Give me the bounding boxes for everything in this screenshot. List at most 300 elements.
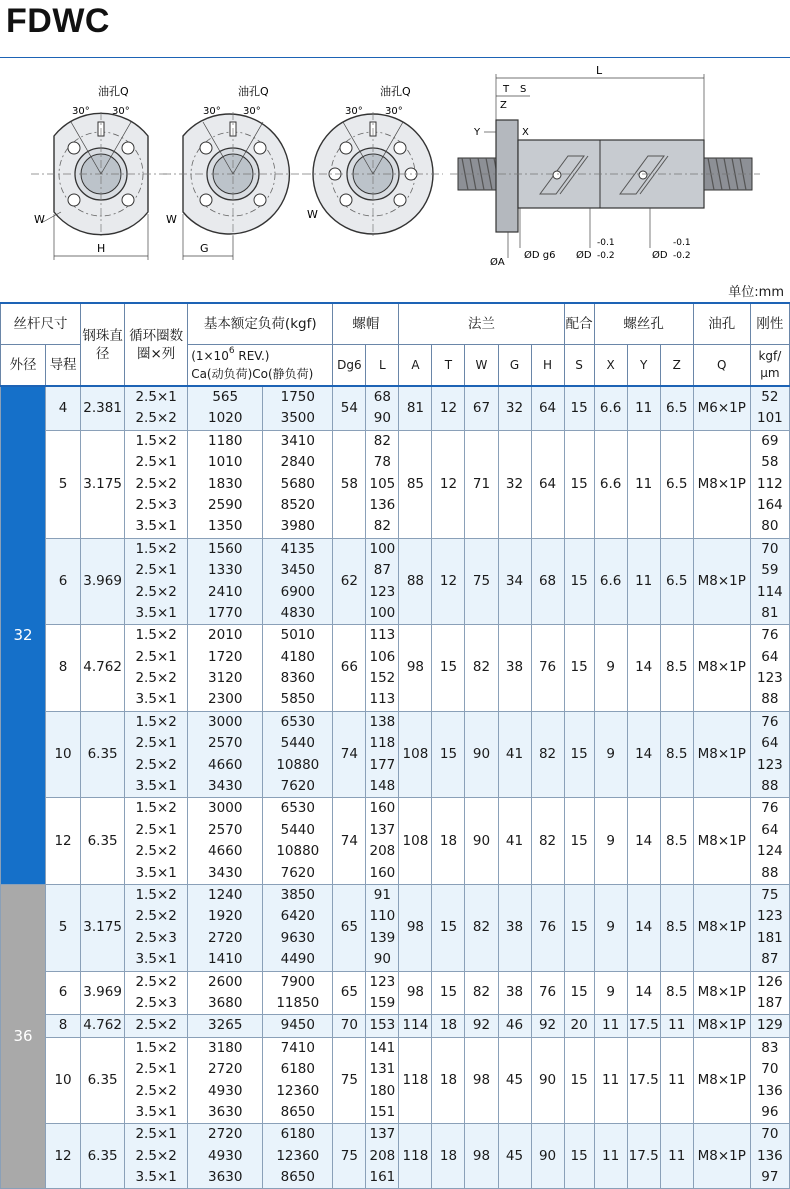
circuits-cell-value: 2.5×2 xyxy=(135,475,177,492)
length-cell xyxy=(366,430,399,538)
g-cell: 46 xyxy=(498,1015,531,1037)
dg6-cell: 74 xyxy=(333,798,366,885)
y-cell: 11 xyxy=(627,430,660,538)
y-cell: 14 xyxy=(627,711,660,798)
x-cell: 9 xyxy=(594,884,627,971)
length-cell xyxy=(366,1015,399,1037)
co-cell-value: 5440 xyxy=(280,735,315,752)
s-cell: 15 xyxy=(564,798,594,885)
length-cell-value: 90 xyxy=(373,410,391,427)
dg6-cell: 66 xyxy=(333,625,366,712)
w-label-2: W xyxy=(166,213,177,226)
stiffness-cell-value: 96 xyxy=(761,1103,779,1120)
stiffness-cell-value: 70 xyxy=(761,1126,779,1143)
co-cell-value: 4135 xyxy=(280,540,315,557)
stiffness-cell-value: 181 xyxy=(757,929,783,946)
ca-cell-value: 4660 xyxy=(208,843,243,860)
g-cell: 45 xyxy=(498,1037,531,1124)
tol-lower-1: -0.2 xyxy=(597,251,615,261)
dia-a-label: ØA xyxy=(490,257,505,268)
a-cell: 118 xyxy=(399,1037,432,1124)
circuits-cell-value: 2.5×1 xyxy=(135,454,177,471)
ca-cell-value: 3000 xyxy=(208,713,243,730)
length-cell-value: 123 xyxy=(369,583,396,600)
ca-cell-value: 2300 xyxy=(208,691,243,708)
q-cell: M6×1P xyxy=(693,386,750,430)
g-cell: 41 xyxy=(498,798,531,885)
length-cell-value: 148 xyxy=(369,778,396,795)
ca-cell-value: 1240 xyxy=(208,886,243,903)
co-cell-value: 3850 xyxy=(280,886,315,903)
length-cell-value: 82 xyxy=(373,518,391,535)
a-cell: 88 xyxy=(399,538,432,625)
circuits-cell xyxy=(125,1124,188,1189)
ca-cell-value: 4930 xyxy=(208,1147,243,1164)
q-cell: M8×1P xyxy=(693,711,750,798)
angle-label-2a: 30° xyxy=(203,106,221,117)
lead-cell: 6 xyxy=(46,971,81,1015)
stiffness-cell-value: 124 xyxy=(757,843,783,860)
x-cell: 6.6 xyxy=(594,538,627,625)
ca-cell-value: 4930 xyxy=(208,1082,243,1099)
g-label: G xyxy=(200,242,209,255)
angle-label-2b: 30° xyxy=(243,106,261,117)
length-cell xyxy=(366,971,399,1015)
stiffness-cell xyxy=(750,1037,789,1124)
g-cell: 38 xyxy=(498,625,531,712)
header-fit: 配合 xyxy=(564,303,594,345)
g-cell: 38 xyxy=(498,884,531,971)
length-cell-value: 161 xyxy=(369,1169,396,1186)
w-cell: 98 xyxy=(465,1037,498,1124)
x-cell: 6.6 xyxy=(594,430,627,538)
length-cell xyxy=(366,798,399,885)
s-cell: 15 xyxy=(564,430,594,538)
z-cell: 6.5 xyxy=(660,386,693,430)
header-H: H xyxy=(531,345,564,387)
stiffness-cell xyxy=(750,798,789,885)
header-nut: 螺帽 xyxy=(333,303,399,345)
stiffness-cell xyxy=(750,386,789,430)
dia-d-label-1: ØD xyxy=(576,250,592,261)
length-cell-value: 160 xyxy=(369,800,396,817)
g-cell: 32 xyxy=(498,430,531,538)
stiffness-cell-value: 123 xyxy=(757,670,783,687)
circuits-cell-value: 1.5×2 xyxy=(135,1039,177,1056)
co-cell xyxy=(263,798,333,885)
stiffness-cell-value: 76 xyxy=(761,627,779,644)
x-cell: 6.6 xyxy=(594,386,627,430)
co-cell xyxy=(263,1037,333,1124)
page-title: FDWC xyxy=(6,2,110,40)
co-cell-value: 12360 xyxy=(276,1147,320,1164)
length-cell-value: 131 xyxy=(369,1061,396,1078)
circuits-cell-value: 2.5×1 xyxy=(135,821,177,838)
x-cell: 11 xyxy=(594,1015,627,1037)
stiffness-cell-value: 136 xyxy=(757,1082,783,1099)
stiffness-cell-value: 76 xyxy=(761,800,779,817)
length-cell-value: 208 xyxy=(369,843,396,860)
length-cell-value: 137 xyxy=(369,821,396,838)
circuits-cell-value: 2.5×1 xyxy=(135,562,177,579)
g-cell: 34 xyxy=(498,538,531,625)
stiffness-cell-value: 164 xyxy=(757,496,783,513)
q-cell: M8×1P xyxy=(693,430,750,538)
circuits-cell-value: 2.5×1 xyxy=(135,389,177,405)
lead-cell: 10 xyxy=(46,711,81,798)
co-cell-value: 7620 xyxy=(280,864,315,881)
ca-cell xyxy=(188,884,263,971)
a-cell: 81 xyxy=(399,386,432,430)
header-T: T xyxy=(432,345,465,387)
co-cell xyxy=(263,538,333,625)
stiffness-cell-value: 75 xyxy=(761,886,779,903)
circuits-cell xyxy=(125,798,188,885)
table-row xyxy=(1,538,790,625)
co-cell-value: 11850 xyxy=(276,994,320,1011)
stiffness-cell-value: 80 xyxy=(761,518,779,535)
circuits-cell-value: 2.5×2 xyxy=(135,973,177,990)
stiffness-cell-value: 59 xyxy=(761,562,779,579)
stiffness-cell-value: 114 xyxy=(757,583,783,600)
header-W: W xyxy=(465,345,498,387)
s-cell: 15 xyxy=(564,625,594,712)
co-cell xyxy=(263,1015,333,1037)
ca-cell xyxy=(188,971,263,1015)
co-cell-value: 3410 xyxy=(280,432,315,449)
dim-t-label: T xyxy=(503,84,510,95)
t-cell: 18 xyxy=(432,1037,465,1124)
g-cell: 45 xyxy=(498,1124,531,1189)
z-cell: 6.5 xyxy=(660,430,693,538)
a-cell: 118 xyxy=(399,1124,432,1189)
length-cell xyxy=(366,711,399,798)
t-cell: 12 xyxy=(432,538,465,625)
t-cell: 15 xyxy=(432,625,465,712)
length-cell-value: 110 xyxy=(369,908,396,925)
ca-cell xyxy=(188,538,263,625)
ca-cell-value: 1180 xyxy=(208,432,243,449)
w-cell: 82 xyxy=(465,625,498,712)
header-Y: Y xyxy=(627,345,660,387)
co-cell-value: 5440 xyxy=(280,821,315,838)
circuits-cell-value: 2.5×3 xyxy=(135,496,177,513)
dg6-cell: 65 xyxy=(333,884,366,971)
circuits-cell-value: 2.5×1 xyxy=(135,1126,177,1143)
table-row xyxy=(1,798,790,885)
co-cell-value: 4830 xyxy=(280,604,315,621)
co-cell-value: 10880 xyxy=(276,756,320,773)
tol-upper-2: -0.1 xyxy=(673,238,691,248)
table-row xyxy=(1,884,790,971)
s-cell: 15 xyxy=(564,386,594,430)
lead-cell: 12 xyxy=(46,1124,81,1189)
ball-dia-cell: 3.175 xyxy=(81,884,125,971)
flange-view-flat-two-sides xyxy=(31,112,171,260)
dg6-cell: 62 xyxy=(333,538,366,625)
z-cell: 11 xyxy=(660,1015,693,1037)
stiffness-cell-value: 129 xyxy=(757,1017,783,1034)
length-cell-value: 153 xyxy=(369,1017,396,1034)
t-cell: 12 xyxy=(432,430,465,538)
lead-cell: 6 xyxy=(46,538,81,625)
dg6-cell: 74 xyxy=(333,711,366,798)
h-cell: 64 xyxy=(531,430,564,538)
flange-view-round xyxy=(303,112,443,236)
ca-cell-value: 1010 xyxy=(208,454,243,471)
circuits-cell-value: 3.5×1 xyxy=(135,1169,177,1186)
length-cell-value: 152 xyxy=(369,670,396,687)
ball-dia-cell: 6.35 xyxy=(81,711,125,798)
s-cell: 15 xyxy=(564,1124,594,1189)
header-flange: 法兰 xyxy=(399,303,564,345)
stiffness-cell-value: 101 xyxy=(757,410,783,427)
ca-cell-value: 2570 xyxy=(208,821,243,838)
spec-table xyxy=(0,302,790,1189)
circuits-cell xyxy=(125,711,188,798)
length-cell-value: 123 xyxy=(369,973,396,990)
stiffness-cell-value: 64 xyxy=(761,735,779,752)
h-label: H xyxy=(97,242,106,255)
a-cell: 98 xyxy=(399,971,432,1015)
dg6-cell: 70 xyxy=(333,1015,366,1037)
ball-dia-cell: 3.969 xyxy=(81,538,125,625)
y-cell: 14 xyxy=(627,625,660,712)
angle-label-1b: 30° xyxy=(112,106,130,117)
q-cell: M8×1P xyxy=(693,971,750,1015)
header-Q: Q xyxy=(693,345,750,387)
header-oil-hole: 油孔 xyxy=(693,303,750,345)
header-stiff-unit: kgf/μm xyxy=(750,345,789,387)
table-row xyxy=(1,711,790,798)
ca-cell-value: 3630 xyxy=(208,1103,243,1120)
stiffness-cell xyxy=(750,430,789,538)
stiffness-cell xyxy=(750,971,789,1015)
ca-cell-value: 1330 xyxy=(208,562,243,579)
co-cell-value: 6420 xyxy=(280,908,315,925)
dim-z-label: Z xyxy=(500,100,507,111)
ca-cell-value: 2720 xyxy=(208,1126,243,1143)
circuits-cell-value: 2.5×2 xyxy=(135,756,177,773)
y-cell: 14 xyxy=(627,971,660,1015)
circuits-cell-value: 2.5×2 xyxy=(135,1082,177,1099)
t-cell: 18 xyxy=(432,1015,465,1037)
table-row xyxy=(1,1124,790,1189)
co-cell-value: 8650 xyxy=(280,1103,315,1120)
y-cell: 11 xyxy=(627,386,660,430)
length-cell xyxy=(366,538,399,625)
co-cell-value: 6180 xyxy=(280,1061,315,1078)
circuits-cell-value: 3.5×1 xyxy=(135,778,177,795)
oil-hole-label-2: 油孔Q xyxy=(238,85,269,98)
stiffness-cell-value: 52 xyxy=(761,389,779,405)
q-cell: M8×1P xyxy=(693,884,750,971)
ball-dia-cell: 2.381 xyxy=(81,386,125,430)
w-cell: 92 xyxy=(465,1015,498,1037)
lead-cell: 10 xyxy=(46,1037,81,1124)
header-ball-dia: 钢珠直径 xyxy=(81,303,125,386)
ca-cell xyxy=(188,430,263,538)
lead-cell: 4 xyxy=(46,386,81,430)
stiffness-cell-value: 123 xyxy=(757,756,783,773)
co-cell-value: 5850 xyxy=(280,691,315,708)
z-cell: 11 xyxy=(660,1124,693,1189)
lead-cell: 12 xyxy=(46,798,81,885)
ca-cell-value: 3680 xyxy=(208,994,243,1011)
lead-cell: 8 xyxy=(46,625,81,712)
circuits-cell-value: 2.5×1 xyxy=(135,735,177,752)
co-cell-value: 3500 xyxy=(280,410,315,427)
header-circuits: 循环圈数圈×列 xyxy=(125,303,188,386)
title-divider xyxy=(0,57,790,58)
circuits-cell-value: 3.5×1 xyxy=(135,1103,177,1120)
x-cell: 9 xyxy=(594,625,627,712)
oil-hole-label-1: 油孔Q xyxy=(98,85,129,98)
co-cell-value: 4180 xyxy=(280,648,315,665)
circuits-cell-value: 1.5×2 xyxy=(135,886,177,903)
ca-cell xyxy=(188,1124,263,1189)
co-cell xyxy=(263,1124,333,1189)
table-row xyxy=(1,1015,790,1037)
length-cell-value: 100 xyxy=(369,604,396,621)
stiffness-cell-value: 88 xyxy=(761,864,779,881)
a-cell: 114 xyxy=(399,1015,432,1037)
g-cell: 38 xyxy=(498,971,531,1015)
ball-dia-cell: 6.35 xyxy=(81,1037,125,1124)
header-Z: Z xyxy=(660,345,693,387)
stiffness-cell-value: 70 xyxy=(761,540,779,557)
circuits-cell-value: 2.5×2 xyxy=(135,670,177,687)
ball-dia-cell: 3.969 xyxy=(81,971,125,1015)
co-cell-value: 4490 xyxy=(280,951,315,968)
a-cell: 98 xyxy=(399,884,432,971)
ca-cell xyxy=(188,1037,263,1124)
co-cell-value: 8360 xyxy=(280,670,315,687)
ca-cell-value: 2010 xyxy=(208,627,243,644)
length-cell-value: 118 xyxy=(369,735,396,752)
length-cell-value: 141 xyxy=(369,1039,396,1056)
ca-cell-value: 2600 xyxy=(208,973,243,990)
circuits-cell xyxy=(125,430,188,538)
stiffness-cell xyxy=(750,538,789,625)
z-cell: 8.5 xyxy=(660,884,693,971)
circuits-cell xyxy=(125,538,188,625)
stiffness-cell-value: 64 xyxy=(761,821,779,838)
ca-cell-value: 1020 xyxy=(208,410,243,427)
length-cell-value: 100 xyxy=(369,540,396,557)
co-cell xyxy=(263,971,333,1015)
tol-lower-2: -0.2 xyxy=(673,251,691,261)
x-cell: 9 xyxy=(594,971,627,1015)
stiffness-cell-value: 126 xyxy=(757,973,783,990)
flange-view-flat-one-side xyxy=(163,112,303,260)
stiffness-cell-value: 76 xyxy=(761,713,779,730)
stiffness-cell-value: 83 xyxy=(761,1039,779,1056)
length-cell-value: 208 xyxy=(369,1147,396,1164)
dim-l-label: L xyxy=(596,64,603,77)
y-cell: 17.5 xyxy=(627,1037,660,1124)
angle-label-3a: 30° xyxy=(345,106,363,117)
q-cell: M8×1P xyxy=(693,1037,750,1124)
x-cell: 9 xyxy=(594,798,627,885)
header-S: S xyxy=(564,345,594,387)
z-cell: 8.5 xyxy=(660,711,693,798)
t-cell: 12 xyxy=(432,386,465,430)
header-load-rating: 基本额定负荷(kgf) xyxy=(188,303,333,345)
length-cell-value: 180 xyxy=(369,1082,396,1099)
dg6-cell: 58 xyxy=(333,430,366,538)
circuits-cell-value: 2.5×3 xyxy=(135,994,177,1011)
length-cell-value: 106 xyxy=(369,648,396,665)
stiffness-cell xyxy=(750,884,789,971)
dg6-cell: 75 xyxy=(333,1037,366,1124)
dim-s-label: S xyxy=(520,84,527,95)
ca-cell-value: 1830 xyxy=(208,475,243,492)
ca-cell-value: 3180 xyxy=(208,1039,243,1056)
stiffness-cell-value: 81 xyxy=(761,604,779,621)
x-cell: 11 xyxy=(594,1037,627,1124)
ca-cell-value: 3120 xyxy=(208,670,243,687)
q-cell: M8×1P xyxy=(693,625,750,712)
stiffness-cell-value: 88 xyxy=(761,691,779,708)
header-bolt-hole: 螺丝孔 xyxy=(594,303,693,345)
g-cell: 41 xyxy=(498,711,531,798)
length-cell xyxy=(366,884,399,971)
q-cell: M8×1P xyxy=(693,1015,750,1037)
ca-cell-value: 3000 xyxy=(208,800,243,817)
ca-cell-value: 4660 xyxy=(208,756,243,773)
w-cell: 98 xyxy=(465,1124,498,1189)
circuits-cell xyxy=(125,1015,188,1037)
header-lead: 导程 xyxy=(46,345,81,387)
dg6-cell: 65 xyxy=(333,971,366,1015)
ca-cell xyxy=(188,711,263,798)
dim-x-label: X xyxy=(522,127,529,138)
length-cell-value: 91 xyxy=(373,886,391,903)
stiffness-cell xyxy=(750,1015,789,1037)
length-cell-value: 136 xyxy=(369,496,396,513)
ball-dia-cell: 4.762 xyxy=(81,1015,125,1037)
header-G: G xyxy=(498,345,531,387)
circuits-cell-value: 2.5×3 xyxy=(135,929,177,946)
w-cell: 82 xyxy=(465,884,498,971)
h-cell: 76 xyxy=(531,625,564,712)
h-cell: 76 xyxy=(531,884,564,971)
z-cell: 8.5 xyxy=(660,798,693,885)
a-cell: 108 xyxy=(399,711,432,798)
t-cell: 15 xyxy=(432,711,465,798)
table-row xyxy=(1,386,790,430)
circuits-cell-value: 2.5×1 xyxy=(135,648,177,665)
header-X: X xyxy=(594,345,627,387)
lead-cell: 5 xyxy=(46,884,81,971)
circuits-cell-value: 3.5×1 xyxy=(135,604,177,621)
q-cell: M8×1P xyxy=(693,538,750,625)
circuits-cell-value: 3.5×1 xyxy=(135,951,177,968)
length-cell-value: 68 xyxy=(373,389,391,405)
lead-cell: 5 xyxy=(46,430,81,538)
header-A: A xyxy=(399,345,432,387)
ca-cell-value: 3430 xyxy=(208,864,243,881)
length-cell-value: 87 xyxy=(373,562,391,579)
length-cell-value: 82 xyxy=(373,432,391,449)
length-cell-value: 78 xyxy=(373,454,391,471)
w-cell: 67 xyxy=(465,386,498,430)
co-cell-value: 9630 xyxy=(280,929,315,946)
circuits-cell-value: 1.5×2 xyxy=(135,713,177,730)
co-cell-value: 6530 xyxy=(280,800,315,817)
h-cell: 82 xyxy=(531,798,564,885)
